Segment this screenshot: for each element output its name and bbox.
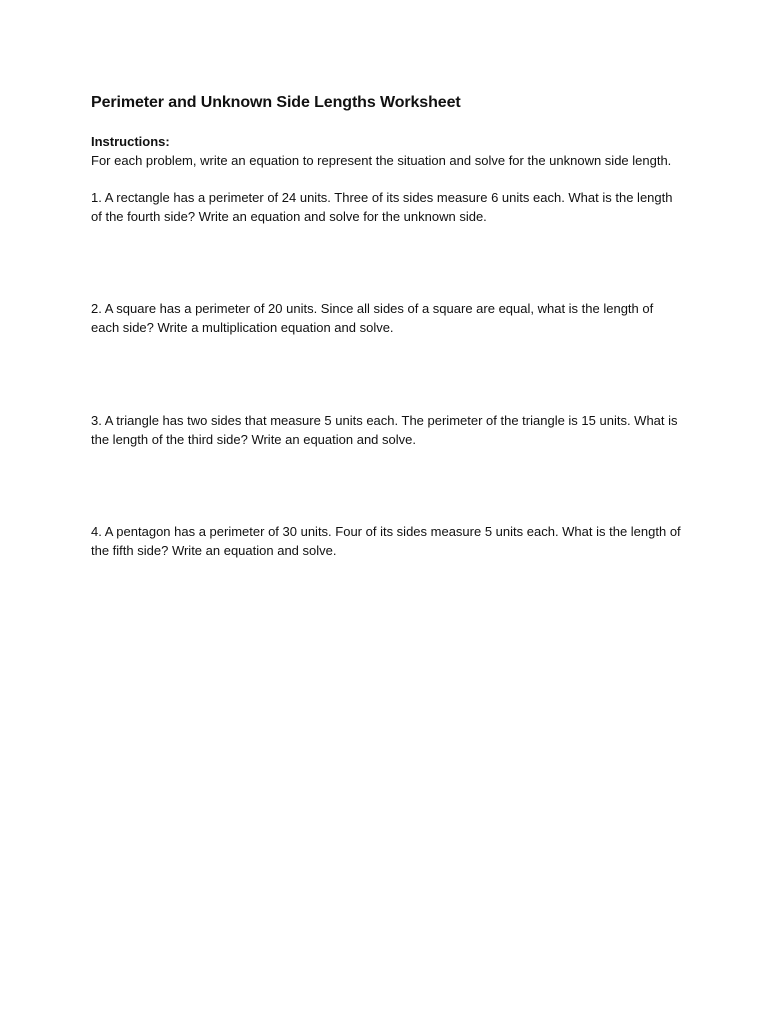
problem-1: [91, 188, 681, 226]
problem-3-text: 3. A triangle has two sides that measure 5 units each. The perimeter of the triangle is 15 units. What is the length of the third side? Write an equation and solve.: [91, 413, 678, 447]
problem-2-text: 2. A square has a perimeter of 20 units. Since all sides of a square are equal, what is the length of each side? Write a multiplication equation and solve.: [91, 301, 654, 335]
instructions-text: For each problem, write an equation to represent the situation and solve for the unknown side length.: [91, 153, 672, 168]
problem-4: [91, 522, 681, 560]
worksheet-content: [91, 92, 681, 560]
instructions-section: [91, 132, 681, 170]
problem-4-text: 4. A pentagon has a perimeter of 30 units. Four of its sides measure 5 units each. What is the length of the fifth side? Write an equation and solve.: [91, 524, 681, 558]
instructions-label: Instructions:: [91, 134, 170, 149]
problem-2: [91, 299, 681, 337]
problem-1-text: 1. A rectangle has a perimeter of 24 units. Three of its sides measure 6 units each. What is the length of the fourth side? Write an equation and solve for the unknown side.: [91, 190, 673, 224]
problem-3: [91, 411, 681, 449]
worksheet-title: Perimeter and Unknown Side Lengths Worksheet: [91, 94, 461, 111]
